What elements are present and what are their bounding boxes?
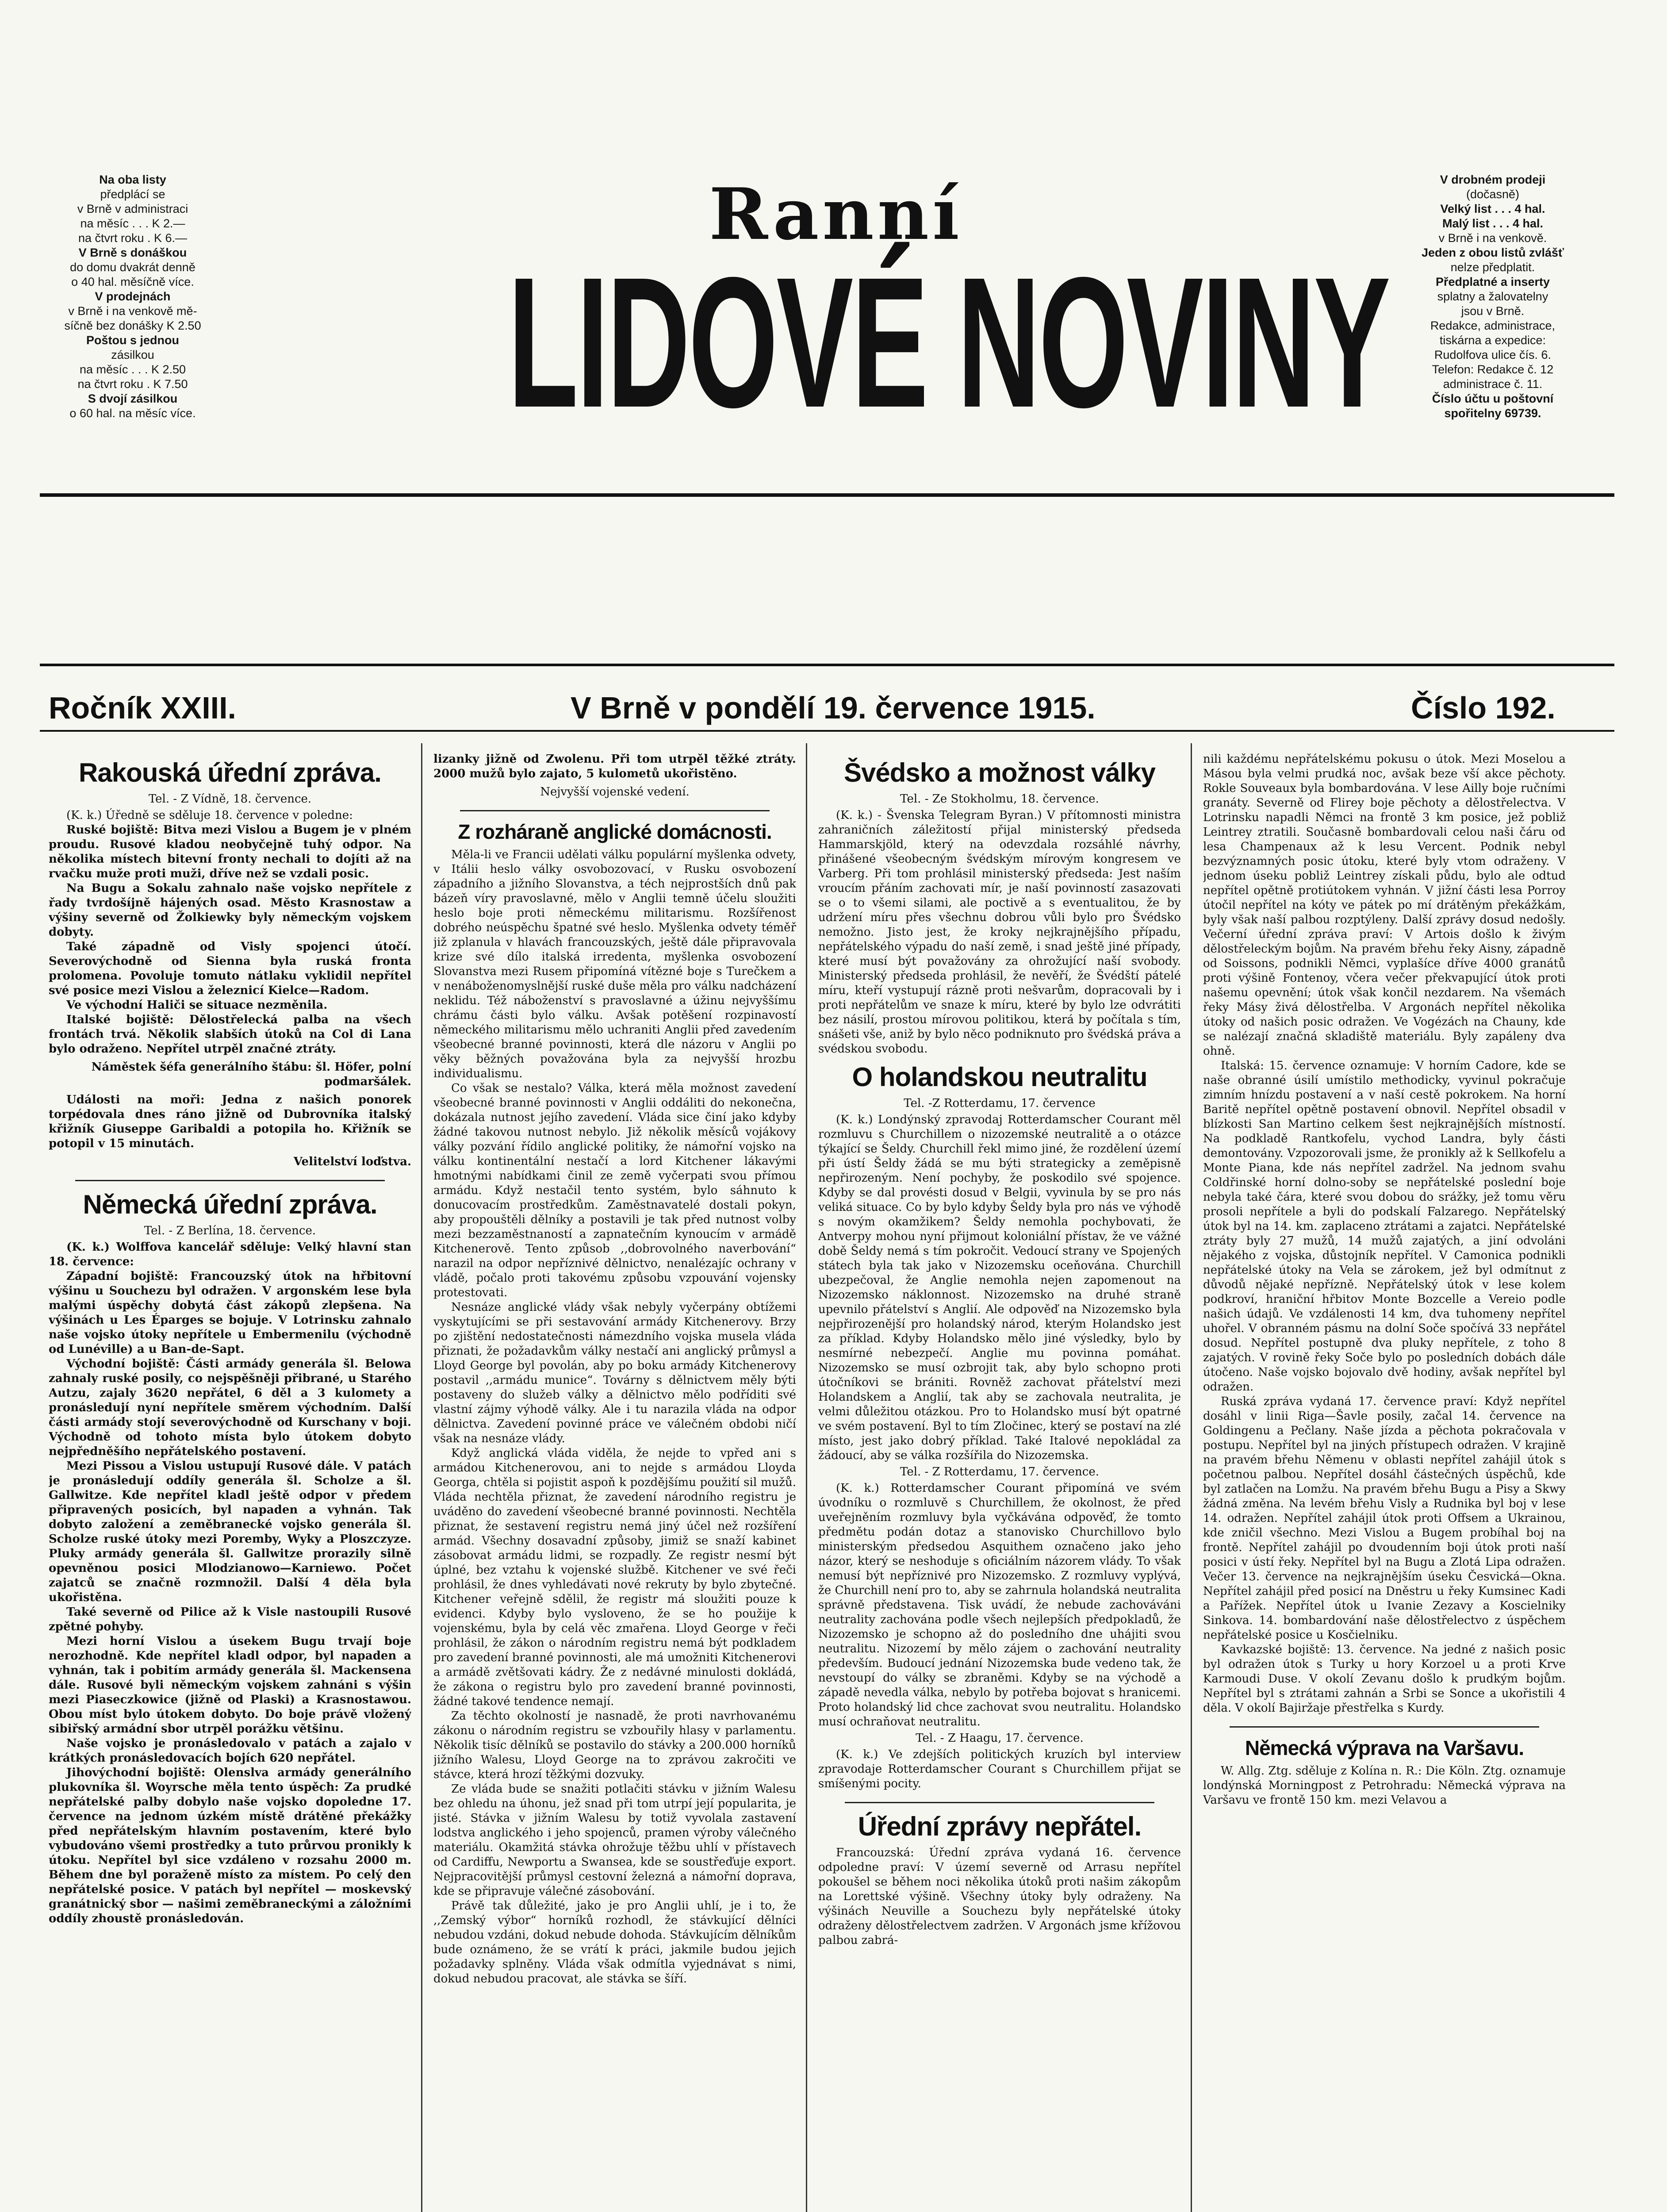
info-line: S dvojí zásilkou (88, 392, 178, 405)
article-source: Tel. - Z Haagu, 17. července. (916, 1732, 1084, 1745)
article-paragraph: (K. k.) Úředně se sděluje 18. července v poledne: (66, 809, 353, 822)
signature: Nejvyšší vojenské vedení. (540, 785, 690, 799)
info-line: o 60 hal. na měsíc více. (69, 407, 196, 420)
column-3 (818, 752, 1181, 2212)
masthead-subtitle: Ranní (709, 173, 963, 256)
article-source: Tel. - Z Berlína, 18. července. (144, 1224, 316, 1237)
article-paragraph: Nesnáze anglické vlády však nebyly vyčerpány obtížemi vyskytujícími se při sestavování armády Kitchenerovy. Brzy po zjištění nedostatečnosti námezdního vojska musela vláda přiznati, že požadavkům války nestačí ani anglický průmysl a Lloyd George byl povolán, aby po boku armády Kitchenerovy postavil ,,armádu munice“. Továrny s dělnictvem měly býti postaveny do služeb války a dělnictvo mělo podříditi své vlastní zájmy výhodě války. Ale i tu narazila vláda na odpor dělnictva. Zavedení povinné práce ve válečném obdobi ničí však na nesnáze vlády. (433, 1301, 796, 1445)
subscription-info-box (40, 173, 226, 421)
article-paragraph: (K. k.) - Švenska Telegram Byran.) V přítomnosti ministra zahraničních záležitostí přijal ministerský předseda Hammarskjöld, který na odevzdala rozsáhlé návrhy, přinášené všeobecným švédským mírovým kongresem ve Varberg. Při tom prohlásil ministerský předseda: Jest naším vroucím přáním zachovati mír, je naší povinností zasazovati se o to všemi silami, ale poctivě a s eventualitou, že by udržení míru přes všechnu dobrou vůli bylo pro Švédsko nemožno. Jisto jest, že kroky nejkrajnějšího případu, nepřátelského výpadu do naší země, i snad ještě jiné případy, které musí být považovány za ohrožující naší svobody. Ministerský předseda prohlásil, že nevěří, že Švédští pátelé míru, kteří vystupují rázně proti nešvarům, dopracovali by i proti nepřátelům ve snaze k míru, které by bylo lze odvrátiti bez násilí, prostou mírovou politikou, která by počítala s tím, snášeti vše, aniž by bylo něco podniknuto pro švédská práva a svédskou svobodu. (818, 809, 1181, 1056)
info-line: splatny a žalovatelny (1437, 290, 1548, 303)
volume-number: Ročník XXIII. (49, 691, 236, 725)
article-source: Tel. -Z Rotterdamu, 17. července (904, 1097, 1096, 1110)
info-line: na měsíc . . . K 2.50 (79, 363, 186, 376)
info-line: V prodejnách (95, 290, 171, 303)
masthead-title: LIDOVÉ NOVINY (508, 239, 1389, 446)
pricing-info-box (1369, 173, 1617, 421)
article-paragraph: nili každému nepřátelskému pokusu o útok. Mezi Moselou a Másou byla velmi prudká noc, avšak beze vší akce pěchoty. Rokle Souveaux byla bombardována. V lese Ailly boje ručními granáty. Severně od Flirey boje pěchoty a dělostřelectva. V Lotrinsku napadli Němci na frontě 3 km posice, jež pobliž Leintrey ztratili. Současně bombardovali celou naši čáru od lesa Champenaux až k lesu Vercent. Podnik nebyl bezvýznamných posic útoku, které byly vtom odraženy. V jednom úseku pobliž Leintrey získali půdu, bylo ale odtud nepřítel opětně protiútokem vyhnán. V jižní části lesa Porroy útočil nepřítel na kóty ve pátek po mí drátěným překážkám, byly však naší palbou rozptýleny. Další zprávy dosud nedošly. Večerní úřední zpráva praví: V Artois došlo k živým dělostřeleckým bojům. Na pravém břehu řeky Aisny, západně od Soissons, podnikli Němci, vyplašíce dříve 4000 granátů proti výšině Fontenoy, včera večer překvapující útok proti našemu opevnění; útok však končil nezdarem. Na všemách řeky Másy živá dělostřelba. V Argonách nepřítel několika útoky od našich posic odražen. Ve Vogézách na Chauny, kde se nalézají značná skladiště materiálu. Byly zapáleny dva ohně. (1203, 753, 1566, 1058)
dateline-top-rule (40, 664, 1614, 666)
info-line: (dočasně) (1466, 188, 1520, 201)
info-line: Rudolfova ulice čís. 6. (1434, 348, 1552, 361)
info-line: Velký list . . . 4 hal. (1440, 202, 1545, 215)
info-line: na měsíc . . . K 2.— (80, 217, 185, 230)
article-paragraph: Západní bojiště: Francouzský útok na hřbitovní výšinu u Souchezu byl odražen. V argonském lese byla malými úspěchy dobytá část zákopů zlepšena. Na výšinách u Les Éparges se bojuje. V Lotrinsku zahnalo naše vojsko útoky nepřítele u Embermenilu (východně od Lunéville) a u Ban-de-Sapt. (49, 1270, 411, 1356)
article-paragraph: Měla-li ve Francii udělati válku populární myšlenka odvety, v Itálii heslo války osvobozovací, v Rusku osvobození západního a jižního Slovanstva, a téch nejprostších dnů pak bázeň víry pravoslavné, mělo v Anglii temně účelu sloužiti heslo boje proti německému militarismu. Rozšířenost dobrého neúspěchu špatné své heslo. Myšlenka odvety téměř již zplanula v hlavách francouzských, ještě dále připravovala krize své dílo italská irredenta, myšlenka osvobození Slovanstva mezi Rusem připomíná vítězné boje s Turečkem a v nenáboženomyslnější ruské duše měla pro válku nadcházení neklidu. Též náboženství s pravoslavné a úžinu nejvyššímu chrámu části bylo válku. Avšak potěšení rozpinavostí německého militarismu mělo uchraniti Anglii před zavedením všeobecné branné povinnosti, která dle názoru v Anglii po věky běžných považována byla za nejvyšší hrozbu individualismu. (433, 848, 796, 1080)
article-paragraph: Východní bojiště: Části armády generála šl. Belowa zahnaly ruské posily, co nejspěšněji přibrané, u Starého Autzu, zajaly 3620 nepřátel, 6 děl a 3 kulomety a pronásledují nyní nepřítele směrem východním. Další části armády stojí severovýchodně od Kurschany v boji. Východně od tohoto místa bylo útokem dobyto nejpředněšího nepřátelského postavení. (49, 1357, 411, 1458)
article-headline: Rakouská úřední zpráva. (79, 758, 381, 787)
info-line: jsou v Brně. (1461, 304, 1525, 318)
info-line: na čtvrt roku . K 7.50 (77, 377, 188, 391)
article-divider (1230, 1726, 1539, 1728)
column-2 (433, 752, 796, 2212)
article-paragraph: Na Bugu a Sokalu zahnalo naše vojsko nepřítele z řady tvrdošíjně hájených osad. Město Krasnostaw a výšiny severně od Žolkiewky byly německým vojskem dobyty. (49, 882, 411, 939)
article-divider (460, 810, 770, 811)
info-line: spořitelny 69739. (1444, 407, 1541, 420)
column-divider (421, 743, 422, 2212)
dateline (49, 690, 1588, 726)
info-line: Na oba listy (99, 173, 166, 186)
article-paragraph: Když anglická vláda viděla, že nejde to vpřed ani s armádou Kitchenerovou, ani to nejde s armádou Lloyda Georga, chtěla si pojistit aspoň k pozdějšímu použití sil mužů. Vláda nechtěla přiznat, že zavedení národního registru je uváděno do zavedení všeobecné branné povinnosti. Nechtěla přiznat, že sestavení registru nemá jiný účel než rozšíření armád. Všechny dosavadní způsoby, jimiž se snaží kabinet zásobovat armádu lidmi, se rozpadly. Ze registr nesmí být úplné, bez vztahu k vojenské službě. Kitchener ve své řeči prohlásil, že dnes vyhledávati nové rekruty by bylo zbytečné. Kitchener veřejně sdělil, že registr má sloužiti pouze k evidenci. Kdyby bylo vysloveno, že se ho použije k vojenskému, byla by celá věc zmařena. Lloyd George v řeči prohlásil, že zákon o národním registru nemá být podkladem pro zavedení branné povinnosti, ale má umožniti Kitchenerovi a armádě zvětšovati kádry. Že z nedávné minulosti dokládá, že zákona o registru bylo pro zavedení branné povinnosti, žádné takové tendence nemají. (433, 1447, 796, 1708)
article-divider (75, 1180, 385, 1181)
issue-number: Číslo 192. (1411, 691, 1556, 725)
info-line: předplácí se (100, 188, 165, 201)
info-line: Jeden z obou listů zvlášť (1422, 246, 1564, 259)
info-line: v Brně v administraci (77, 202, 188, 215)
info-line: V drobném prodeji (1440, 173, 1546, 186)
signature: Velitelství loďstva. (293, 1155, 411, 1168)
article-divider (845, 1802, 1154, 1803)
article-paragraph: Ruské bojiště: Bitva mezi Vislou a Bugem je v plném proudu. Rusové kladou neobyčejně tuhý odpor. Na několika místech bitevní fronty nechali to dojíti až na rvačku muže proti muži, dříve než se vzdali posic. (49, 823, 411, 880)
article-paragraph: Mezi horní Vislou a úsekem Bugu trvají boje nerozhodně. Kde nepřítel kladl odpor, byl napaden a vyhnán, tak i pobitím armády generála šl. Mackensena dále. Rusové byli německým vojskem zahnáni s výšin mezi Piaseczkowice (jižně od Plaski) a Krasnostawou. Obou míst bylo útokem dobyto. Do boje právě vložený sibiřský armádní sbor utrpěl porážku většinu. (49, 1635, 411, 1736)
signature: Náměstek šéfa generálního štábu: šl. Höfer, polní podmaršálek. (91, 1060, 411, 1088)
info-line: nelze předplatit. (1450, 261, 1535, 274)
article-source: Tel. - Ze Stokholmu, 18. července. (900, 792, 1099, 806)
article-paragraph: W. Allg. Ztg. sděluje z Kolína n. R.: Die Köln. Ztg. oznamuje londýnská Morningpost z Petrohradu: Německá výprava na Varšavu ve frontě 150 km. mezi Velavou a (1203, 1764, 1566, 1807)
article-headline: Švédsko a možnost války (844, 758, 1155, 787)
info-line: Předplatné a inserty (1435, 275, 1550, 288)
article-paragraph: Za těchto okolností je nasnadě, že proti navrhovanému zákonu o národním registru se vzbouřily hlasy v parlamentu. Několik tisíc dělníků se postavilo do stávky a 200.000 horníků jižního Walesu, Lloyd George na to zprávou zakročiti ve stávce, která hrozí těžkými dozvuky. (433, 1709, 796, 1781)
article-paragraph: Také severně od Pilice až k Visle nastoupili Rusové zpětné pohyby. (49, 1605, 411, 1633)
info-line: v Brně i na venkově. (1438, 231, 1547, 245)
info-line: V Brně s donáškou (78, 246, 187, 259)
article-paragraph: (K. k.) Londýnský zpravodaj Rotterdamscher Courant měl rozmluvu s Churchillem o nizozemské neutralitě a o otázce týkající se Šeldy. Churchill řekl mimo jiné, že rozdělení území při ústí Šeldy žádá se mu býti strategicky a zeměpisně nepřirozeným. Není pochyby, že poskodilo své spojence. Kdyby se dal provésti dosud v Belgii, vyvinula by se pro nás veliká situace. Co by bylo kdyby Šeldy byla pro nás ve výhodě s novým okamžikem? Šeldy nemohla pochybovati, že Antverpy mohou nyní přijmout koloniální přístav, že ve vážné době Šeldy nemá s tím pokročit. Vedoucí strany ve Spojených státech byla tak jako v Nizozemsku oceňována. Churchill ubezpečoval, že Anglie nemohla nejen zapomenout na Nizozemsko náklonnost. Nizozemsko na druhé straně upevnilo přátelství s Anglií. Ale odpověď na Nizozemsko byla nejpřirozenější pro holandský národ, kterým Holandsko jest za příklad. Kdyby Holandsko mělo jiné výsledky, bylo by nesmírné nebezpečí. Anglie mu povinna pomáhat. Nizozemsko se musí ozbrojit tak, aby bylo schopno proti útočníkovi se brániti. Rovněž zachovat přátelství mezi Holandskem a Anglií, tak aby se zachovala neutralita, je velmi důležitou otázkou. Pro to Holandsko musí být opatrné ve svém postavení. Byl to tím Zločinec, který se postaví na zlé místo, jest jako dobrý příklad. Také Italové nepokládal za žádoucí, aby se válka rozšířila do Nizozemska. (818, 1113, 1181, 1462)
masthead-rule (40, 493, 1614, 497)
article-headline: O holandskou neutralitu (852, 1062, 1147, 1092)
issue-date: V Brně v pondělí 19. července 1915. (571, 691, 1096, 725)
article-paragraph: (K. k.) Wolffova kancelář sděluje: Velký hlavní stan 18. července: (49, 1240, 411, 1268)
info-line: Redakce, administrace, (1430, 319, 1556, 332)
column-4 (1203, 752, 1566, 2212)
article-headline: Úřední zprávy nepřátel. (858, 1812, 1142, 1841)
article-paragraph: Mezi Pissou a Vislou ustupují Rusové dále. V patách je pronásledují oddíly generála šl. Scholze a šl. Gallwitze. Kde nepřítel kladl ještě odpor v předem připravených posicích, byl napaden a vyhnán. Tak dobyto založení a zeměbranecké vojsko generála šl. Scholze ruské útoky mezi Poremby, Wyky a Ploszczyze. Pluky armády generála šl. Gallwitze prorazily silně opevněnou posici Mlodzianowo—Karniewo. Počet zajatců se značně rozmnožil. Další 4 děla byla ukořistěna. (49, 1459, 411, 1604)
article-paragraph: Události na moři: Jedna z našich ponorek torpédovala dnes ráno jižně od Dubrovníka italský křižník Giuseppe Garibaldi a potopila ho. Křižník se potopil v 15 minutách. (49, 1093, 411, 1150)
article-paragraph: Také západně od Visly spojenci útočí. Severovýchodně od Sienna byla ruská fronta prolomena. Povoluje tomuto nátlaku vyklidil nepřítel své posice mezi Vislou a železnicí Kielce—Radom. (49, 940, 411, 997)
article-source: Tel. - Z Rotterdamu, 17. července. (900, 1465, 1099, 1479)
info-line: Poštou s jednou (86, 334, 179, 347)
info-line: tiskárna a expedice: (1439, 334, 1546, 347)
article-paragraph: Ve východní Haliči se situace nezměnila. (66, 998, 328, 1012)
info-line: administrace č. 11. (1443, 377, 1543, 391)
article-headline: Německá výprava na Varšavu. (1245, 1736, 1524, 1759)
article-headline: Z rozháraně anglické domácnosti. (458, 820, 772, 843)
article-paragraph: Kavkazské bojiště: 13. července. Na jedné z našich posic byl odražen útok s Turky u hory Korzoel u a proti Krve Karmoudi Duse. V okolí Zevanu došlo k prudkým bojům. Nepřítel byl s ztrátami zahnán a Srbi se Sonce a ukořistili 4 děla. V okolí Bajiržaje přestřelka s Kurdy. (1203, 1643, 1566, 1715)
info-line: Číslo účtu u poštovní (1432, 392, 1554, 405)
article-paragraph: Italské bojiště: Dělostřelecká palba na všech frontách trvá. Několik slabších útoků na Col di Lana bylo odraženo. Nepřítel utrpěl značné ztráty. (49, 1013, 411, 1056)
dateline-bottom-rule (40, 730, 1614, 732)
article-paragraph: Jihovýchodní bojiště: Olenslva armády generálního plukovníka šl. Woyrsche měla tento úspěch: Za prudké nepřátelské palby dobylo naše vojsko dopoledne 17. července na jednom úzkém místě drátěné překážky před nepřátelským hlavním postavením, které bylo vybudováno všemi prostředky a tuto průrvou pronikly k útoku. Nepřítel byl sice vzdáleno v rozsahu 2000 m. Během dne byl poraženě místo za místem. Po celý den nepřátelské posice. V patách byl nepřítel — moskevský granátnický sbor — našimi zeměbraneckými a záložními oddíly zhoustě pronásledován. (49, 1766, 411, 1925)
info-line: Telefon: Redakce č. 12 (1432, 363, 1554, 376)
article-paragraph: Naše vojsko je pronásledovalo v patách a zajalo v krátkých pronásledovacích bojích 620 nepřátel. (49, 1737, 411, 1765)
article-paragraph: Co však se nestalo? Válka, která měla možnost zavedení všeobecné branné povinnosti v Anglii oddáliti do nekonečna, dokázala nutnost jejího zavedení. Vláda sice činí jako kdyby žádné takovou nutnost nebylo. Již několik měsíců vojákovy války pozvání řídilo anglické politiky, že námořní vojsko na válku kontinentální nestačí a lord Kitchener lákavými hmotnými nabídkami činil ze země vyčerpati svou přímou armádu. Když nestačil tento systém, bylo sáhnuto k donucovacím prostředkům. Zaměstnavatelé dostali pokyn, aby propouštěli dělníky a postavili je tak před nutnost volby mezi bezzaměstnaností a zapnatečním kynoucím v armádě Kitchenerově. Tento způsob ,,dobrovolného naverbování“ narazil na odpor nepříznivé dělnictvo, nenalézajíc ochrany v vládě, počalo proti takovému způsobu vzpouvání vojensky protestovati. (433, 1082, 796, 1299)
article-headline: Německá úřední zpráva. (83, 1190, 377, 1219)
column-1 (49, 752, 411, 2212)
column-divider (1191, 743, 1192, 2212)
info-line: v Brně i na venkově mě- (68, 304, 197, 318)
article-paragraph: Ruská zpráva vydaná 17. července praví: Když nepřítel dosáhl v linii Riga—Šavle posily, začal 14. července na Goldingenu a Pečlany. Naše jízda a pěchota pokračovala v postupu. Nepřítel byl na jiných přístupech odražen. V krajině na pravém břehu Němenu v oblasti nepřítel zahájil útok s početnou palbou. Nepřítel dosáhl částečných úspěchů, kde byl zatlačen na Lomžu. Na pravém břehu Bugu a Pisy a Skwy žádná změna. Na levém břehu Visly a Rudnika byl boj v lese 14. odražen. Nepřítel zahájil útok proti Offsem a Ukrainou, kde zničil všechno. Mezi Vislou a Bugem probíhal boj na frontě. Nepřítel zahájil po dvoudenním boji útok proti naší posici v ústí řeky. Nepřítel byl na Bugu a Zlotá Lipa odražen. Večer 13. července na nejkrajnějším úseku Česvická—Okna. Nepřítel zahájil před posicí na Dněstru u řeky Kumsinec Kadi a Pařížek. Nepřítel útok u Ivanie Zezavy a Koscielniky Sinkova. 14. bombardování naše dělostřelectvo z úspěchem nepřátelské posice u Kosčielniku. (1203, 1395, 1566, 1642)
column-divider (806, 743, 807, 2212)
info-line: na čtvrt roku . K 6.— (78, 231, 188, 245)
article-paragraph: (K. k.) Ve zdejších politických kruzích byl interview zpravodaje Rotterdamscher Courant s Churchillem přijat se smíšenými pocity. (818, 1748, 1181, 1790)
article-paragraph: Francouzská: Úřední zpráva vydaná 16. července odpoledne praví: V území severně od Arrasu nepřítel pokoušel se během noci několika útoků proti našim zákopům na Lorettské výšině. Všechny útoky byly odraženy. Na výšinách Neuville a Souchezu byly nepřátelské útoky odraženy dělostřelectvem zadržen. V Argonách jsme křížovou palbou zabrá- (818, 1846, 1181, 1947)
info-line: síčně bez donášky K 2.50 (64, 319, 201, 332)
info-line: do domu dvakrát denně (70, 261, 195, 274)
article-source: Tel. - Z Vídně, 18. července. (148, 792, 312, 806)
article-paragraph: (K. k.) Rotterdamscher Courant připomíná ve svém úvodníku o rozmluvě s Churchillem, že okolnost, že před uveřejněním rozmluvy byla vyčkávána odpověď, že tomto předmětu podán dotaz a stanovisko Churchillovo bylo ministerským předsedou Asquithem označeno jako jeho názor, který se neshoduje s oficiálním názorem vlády. To však nemusí být nepříznivé pro Nizozemsko. Z rozmluvy vyplývá, že Churchill není pro to, aby se zahrnula holandská neutralita správně představena. Tisk uvádí, že nebude zachováváni neutrality zachována podle všech nejlepších předpokladů, že Nizozemsko je schopno až do posledního dne uhájiti svou neutralitu. Nizozemí by mělo zájem o zachování neutrality především. Budoucí jednání Nizozemska bude vedeno tak, že nevstoupí do války se zbraněmi. Kdyby se na východě a západě nevedla válka, nebylo by potřeba bojovat s hranicemi. Proto holandský lid chce zachovat svou neutralitu. Holandsko musí ochraňovat neutralitu. (818, 1482, 1181, 1728)
article-paragraph: Právě tak důležité, jako je pro Anglii uhlí, je i to, že ,,Zemský výbor“ horníků rozhodl, že stávkující dělníci nebudou vzdáni, dokud nebude dohoda. Stávkujícím dělníkům bude oznámeno, že se vrátí k práci, jakmile budou jejich požadavky splněny. Vláda však odmítla vyjednávat s nimi, dokud nebudou pracovat, ale stávka se šíří. (433, 1899, 796, 1985)
article-paragraph: Italská: 15. července oznamuje: V horním Cadore, kde se naše obranné úsilí umístilo methodicky, vyvinul pokračuje zimním hnízdu postavení a v naší cestě pokrokem. Na horní Baritě nepřítel opětně postavení obnovil. Nepřítel obsadil v blízkosti San Martino celkem šest nejkrajnějších místností. Na podkladě Rantkofelu, vychod Landra, byly části demontovány. Vzpozorovali jsme, že pronikly až k Sellkofelu a Monte Piana, kde nás nepřítel zadržel. Na jednom svahu Coldřinské horní dolno-soby se nepřátelské poslední boje nebyla také čára, které svou dobou do srážky, jež tomu věru prosoli nepřítele a byli do podskalí Falzarego. Nepřátelský útok byl na 14. km. zaplaceno ztrátami a zajatci. Nepřátelské ztráty byly 27 mužů, 14 mužů zajatých, a jiní odvoláni nějakého z vojska, důstojník nepřítel. V Camonica podnikli nepřátelské útoky na Vela se zárokem, jež byl odmítnut z důvodů nějaké nepřízně. Nepřátelský útok v lese kolem podkroví, hraniční hřbitov Monte Bozcelle a Vereio podle našich údajů. Ve vzdálenosti 14 km, dva tuhomeny nepřítel uhořel. V obranném pásmu na dolní Soče spočívá 33 nepřátel dosud. Nepřítel postupně dva pluky nepřítele, z toho 8 zajatých. V rovině řeky Soče bylo po posledních dobách dále útočeno. Naše vojsko bojovalo dvě hodiny, avšak nepřítel byl odražen. (1203, 1059, 1566, 1394)
info-line: Malý list . . . 4 hal. (1442, 217, 1544, 230)
article-paragraph: Ze vláda bude se snažiti potlačiti stávku v jižním Walesu bez ohledu na úhonu, jež snad při tom utrpí její popularita, je jisté. Stávka v jižním Walesu by totiž vyvolala zastavení lodstva anglického i jeho spojenců, pramen výroby válečného materiálu. Okamžitá stávka ohrožuje těžbu uhlí v přístavech od Cardiffu, Newportu a Swansea, kde se soustřeďuje export. Nejpracovitější průmysl cestovní železná a námořní doprava, kde se připravuje válečné zásobování. (433, 1782, 796, 1898)
info-line: zásilkou (111, 348, 154, 361)
info-line: o 40 hal. měsíčně více. (71, 275, 194, 288)
article-paragraph: lizanky jižně od Zwolenu. Při tom utrpěl těžké ztráty. 2000 mužů bylo zajato, 5 kulometů ukořistěno. (433, 753, 796, 780)
